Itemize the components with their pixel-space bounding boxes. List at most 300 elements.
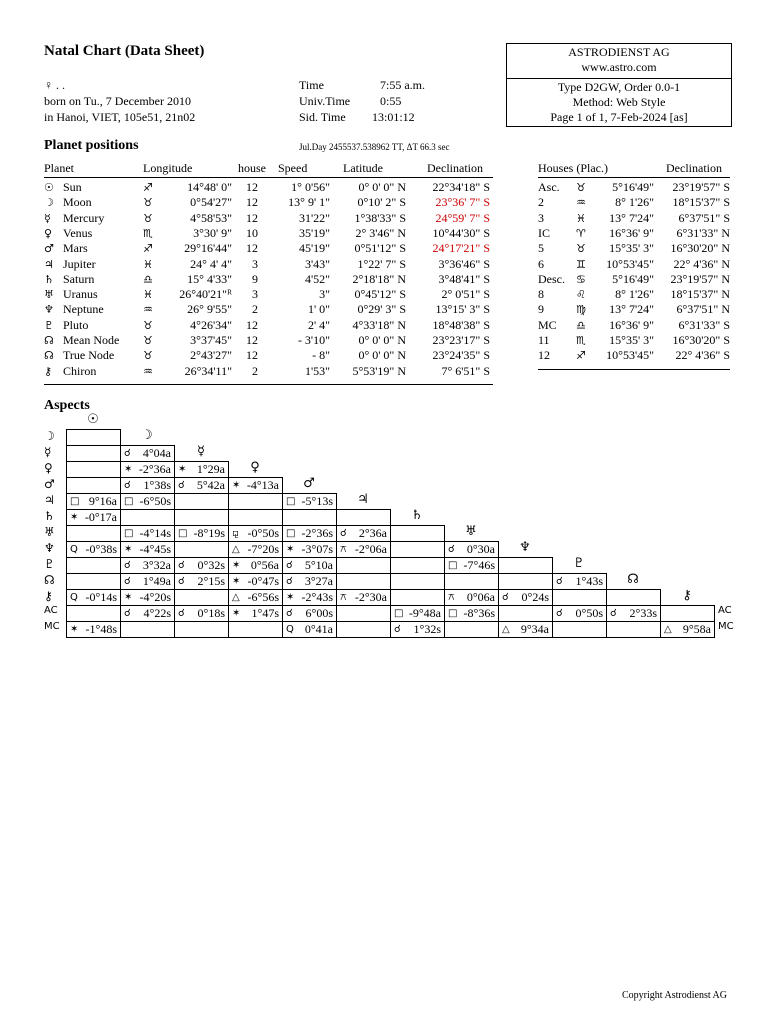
- aspect-cell: [282, 509, 337, 526]
- aspect-glyph-icon: ☌: [178, 576, 185, 587]
- planet-symbol-icon: ☽: [44, 196, 54, 210]
- aspect-orb: 0°30a: [466, 542, 495, 556]
- planet-symbol-icon: ☉: [44, 181, 54, 194]
- aspect-cell: [228, 509, 283, 526]
- sid-label: Sid. Time: [299, 110, 346, 124]
- aspect-row-label: ☽: [44, 429, 55, 443]
- aspect-glyph-icon: □: [286, 528, 296, 539]
- house-row: [538, 272, 730, 287]
- aspect-col-label: ♂: [303, 476, 315, 491]
- planet-row: [44, 364, 493, 379]
- aspect-cell: [552, 589, 607, 606]
- aspect-orb: -0°50s: [247, 526, 279, 540]
- page-info: Page 1 of 1, 7-Feb-2024 [as]: [550, 110, 688, 124]
- planet-name: Saturn: [63, 271, 95, 286]
- planet-speed: 3'43": [304, 256, 330, 271]
- aspect-orb: 1°32s: [413, 622, 441, 636]
- houses-header-rule: [538, 177, 730, 178]
- aspect-col-label: ♃: [357, 492, 369, 507]
- aspect-cell: [66, 509, 121, 526]
- house-row: [538, 302, 730, 317]
- sign-icon: ♐: [143, 242, 153, 256]
- planet-longitude: 3°30' 9": [193, 225, 232, 240]
- planet-latitude: 0° 0' 0" N: [358, 180, 406, 194]
- aspect-glyph-icon: ✶: [232, 608, 241, 619]
- aspect-cell: [282, 605, 337, 622]
- aspect-cell: [606, 589, 661, 606]
- planet-house: 3: [252, 287, 258, 302]
- aspect-orb: 9°34a: [520, 622, 549, 636]
- planet-latitude: 0° 0' 0" N: [358, 348, 406, 363]
- planet-latitude: 1°22' 7" S: [357, 256, 406, 271]
- aspect-cell: [552, 605, 607, 622]
- planet-speed: 45'19": [298, 241, 330, 256]
- planet-row: [44, 333, 493, 348]
- sign-icon: ♉: [143, 318, 153, 332]
- aspect-glyph-icon: ☌: [124, 448, 131, 459]
- aspect-glyph-icon: △: [232, 544, 240, 555]
- planet-symbol-icon: ♀: [44, 226, 53, 240]
- aspect-orb: 3°32a: [142, 558, 171, 572]
- planet-row: [44, 226, 493, 241]
- aspect-glyph-icon: ☌: [124, 480, 131, 491]
- sign-icon: ♓: [143, 288, 153, 302]
- sign-icon: ♉: [576, 242, 586, 256]
- aspect-row-label: ☊: [44, 573, 55, 587]
- sign-icon: ♎: [143, 272, 153, 286]
- aspect-cell: [66, 477, 121, 494]
- aspect-orb: -5°13s: [301, 494, 333, 508]
- sign-icon: ♓: [576, 211, 586, 225]
- aspect-orb: -0°14s: [85, 590, 117, 604]
- aspect-cell: [444, 573, 499, 590]
- aspect-orb: -2°06a: [354, 542, 387, 556]
- aspect-cell: [606, 621, 661, 638]
- aspect-glyph-icon: ⚻: [340, 544, 347, 555]
- aspect-orb: 0°18s: [197, 606, 225, 620]
- aspect-cell: [282, 525, 337, 542]
- aspect-orb: 2°15s: [197, 574, 225, 588]
- planet-name: Sun: [63, 180, 82, 194]
- aspect-cell: [120, 557, 175, 574]
- aspect-orb: -4°20s: [139, 590, 171, 604]
- aspect-row-label: ♃: [44, 493, 55, 507]
- aspect-col-label: ♆: [519, 540, 531, 555]
- planet-row: [44, 348, 493, 363]
- aspects-title: Aspects: [44, 398, 90, 413]
- house-name: 3: [538, 210, 544, 225]
- house-name: 12: [538, 348, 550, 363]
- planet-name: Neptune: [63, 302, 104, 317]
- planet-longitude: 29°16'44": [184, 241, 232, 256]
- house-row: [538, 211, 730, 226]
- aspect-cell: [660, 621, 715, 638]
- aspect-row-label: ♀: [44, 461, 53, 475]
- aspect-orb: 4°22s: [143, 606, 171, 620]
- sign-icon: ♒: [143, 364, 153, 378]
- planet-latitude: 0°45'12" S: [354, 287, 406, 302]
- planet-speed: 31'22": [298, 210, 330, 225]
- aspect-glyph-icon: ☌: [286, 560, 293, 571]
- planet-row: [44, 318, 493, 333]
- aspect-cell: [66, 621, 121, 638]
- aspect-cell: [390, 621, 445, 638]
- aspect-cell: [174, 573, 229, 590]
- aspect-orb: 1°38s: [143, 478, 171, 492]
- aspect-orb: 2°36a: [358, 526, 387, 540]
- aspect-glyph-icon: ☌: [286, 576, 293, 587]
- aspect-glyph-icon: ⚻: [448, 592, 455, 603]
- aspect-glyph-icon: ✶: [70, 512, 79, 523]
- planet-declination: 23°23'17" S: [432, 333, 490, 347]
- aspect-cell: [174, 509, 229, 526]
- aspect-cell: [336, 541, 391, 558]
- aspect-orb: 1°47s: [251, 606, 279, 620]
- company-name: ASTRODIENST AG: [568, 45, 670, 59]
- planet-symbol-icon: ☿: [44, 211, 51, 225]
- aspect-cell: [66, 541, 121, 558]
- aspect-cell: [390, 573, 445, 590]
- aspect-cell: [444, 621, 499, 638]
- planet-house: 3: [252, 256, 258, 271]
- aspect-glyph-icon: ✶: [124, 464, 133, 475]
- ac-right-label: AC: [718, 605, 732, 616]
- aspect-cell: [282, 573, 337, 590]
- aspect-cell: [174, 541, 229, 558]
- aspect-cell: [660, 605, 715, 622]
- aspect-orb: -7°46s: [463, 558, 495, 572]
- planet-symbol-icon: ⚷: [44, 364, 53, 378]
- aspect-glyph-icon: ☌: [448, 544, 455, 555]
- aspect-glyph-icon: ✶: [70, 624, 79, 635]
- aspect-glyph-icon: △: [502, 624, 510, 635]
- planet-symbol-icon: ☊: [44, 334, 54, 347]
- planet-latitude: 0° 0' 0" N: [358, 333, 406, 347]
- planet-symbol-icon: ♃: [44, 257, 54, 271]
- aspect-cell: [228, 605, 283, 622]
- house-row: [538, 318, 730, 333]
- planet-house: 12: [246, 210, 258, 225]
- sign-icon: ♒: [143, 303, 153, 317]
- aspect-orb: 2°33s: [629, 606, 657, 620]
- aspect-glyph-icon: ⚻: [340, 592, 347, 603]
- house-declination: 6°37'51" N: [676, 302, 730, 317]
- planet-name: True Node: [63, 348, 115, 363]
- planet-declination: 23°24'35" S: [432, 348, 490, 363]
- aspect-orb: -2°36a: [138, 462, 171, 476]
- aspect-orb: -4°45s: [139, 542, 171, 556]
- house-position: 15°35' 3": [609, 333, 654, 347]
- planet-row: [44, 195, 493, 210]
- aspect-glyph-icon: ✶: [232, 480, 241, 491]
- planet-name: Mercury: [63, 210, 105, 225]
- aspect-row-label: ♄: [44, 509, 55, 523]
- aspect-cell: [66, 573, 121, 590]
- planet-row: [44, 180, 493, 195]
- aspect-glyph-icon: ☌: [124, 560, 131, 571]
- aspect-cell: [336, 525, 391, 542]
- aspect-cell: [174, 589, 229, 606]
- sign-icon: ♉: [143, 349, 153, 363]
- planet-declination: 10°44'30" S: [432, 225, 490, 240]
- house-declination: 16°30'20" N: [670, 241, 730, 256]
- company-box: [506, 43, 732, 127]
- company-url[interactable]: www.astro.com: [581, 60, 657, 74]
- sign-icon: ♒: [576, 196, 586, 210]
- planet-house: 12: [246, 180, 258, 194]
- aspect-cell: [444, 589, 499, 606]
- aspect-orb: 0°56a: [250, 558, 279, 572]
- sign-icon: ♉: [576, 181, 586, 194]
- aspect-cell: [174, 525, 229, 542]
- planet-longitude: 26°34'11": [184, 363, 232, 378]
- houses-bottom-rule: [538, 369, 730, 370]
- aspect-orb: -2°36s: [301, 526, 333, 540]
- sign-icon: ♉: [143, 196, 153, 210]
- planet-house: 10: [246, 225, 258, 240]
- aspect-glyph-icon: ☌: [178, 608, 185, 619]
- house-position: 15°35' 3": [609, 241, 654, 256]
- chart-method: Method: Web Style: [572, 95, 666, 109]
- aspect-cell: [336, 557, 391, 574]
- aspect-cell: [498, 589, 553, 606]
- aspect-cell: [66, 589, 121, 606]
- aspect-cell: [444, 541, 499, 558]
- planet-latitude: 2° 3'46" N: [355, 225, 406, 240]
- aspect-cell: [444, 557, 499, 574]
- planet-latitude: 0°51'12" S: [354, 241, 406, 256]
- aspect-glyph-icon: ☌: [124, 576, 131, 587]
- aspect-cell: [174, 461, 229, 478]
- chart-type: Type D2GW, Order 0.0-1: [557, 80, 681, 94]
- ut-label: Univ.Time: [299, 94, 351, 108]
- planet-row: [44, 302, 493, 317]
- aspect-cell: [498, 605, 553, 622]
- planet-name: Uranus: [63, 287, 98, 302]
- house-row: [538, 241, 730, 256]
- planet-latitude: 0°29' 3" S: [357, 302, 406, 317]
- sign-icon: ♐: [143, 181, 153, 194]
- planet-house: 12: [246, 241, 258, 256]
- house-row: [538, 348, 730, 363]
- aspect-cell: [66, 493, 121, 510]
- house-declination: 22° 4'36" S: [675, 348, 730, 363]
- aspect-cell: [228, 525, 283, 542]
- aspect-row-label: ♆: [44, 541, 55, 555]
- sign-icon: ♏: [143, 226, 153, 240]
- aspect-cell: [120, 493, 175, 510]
- planet-speed: 1'53": [304, 363, 330, 378]
- sign-icon: ♓: [143, 257, 153, 271]
- aspect-cell: [228, 573, 283, 590]
- aspect-cell: [336, 509, 391, 526]
- aspect-col-label: ☊: [627, 572, 639, 587]
- planet-name: Mean Node: [63, 333, 120, 347]
- house-row: [538, 333, 730, 348]
- sign-icon: ♈: [576, 226, 586, 240]
- house-row: [538, 195, 730, 210]
- aspect-glyph-icon: □: [286, 496, 296, 507]
- planet-declination: 7° 6'51" S: [441, 363, 490, 378]
- aspect-orb: 1°49a: [142, 574, 171, 588]
- aspect-cell: [282, 541, 337, 558]
- planet-declination: 18°48'38" S: [432, 317, 490, 332]
- aspect-cell: [390, 605, 445, 622]
- aspect-cell: [444, 605, 499, 622]
- planets-header-rule: [44, 177, 493, 178]
- house-name: IC: [538, 225, 550, 240]
- house-declination: 16°30'20" S: [672, 333, 730, 347]
- aspect-cell: [390, 525, 445, 542]
- aspect-glyph-icon: ✶: [124, 592, 133, 603]
- sign-icon: ♊: [576, 257, 586, 271]
- planet-speed: 3": [319, 287, 330, 302]
- aspect-cell: [390, 589, 445, 606]
- aspect-orb: 9°16a: [88, 494, 117, 508]
- planet-house: 12: [246, 317, 258, 332]
- house-declination: 23°19'57" S: [672, 180, 730, 194]
- house-declination: 6°31'33" N: [676, 225, 730, 240]
- house-position: 10°53'45": [606, 256, 654, 271]
- aspect-cell: [498, 573, 553, 590]
- planet-symbol-icon: ♇: [44, 318, 54, 332]
- planet-speed: 1' 0": [307, 302, 330, 317]
- aspect-cell: [66, 429, 121, 446]
- person-name: ♀ . .: [44, 78, 65, 92]
- house-position: 13° 7'24": [609, 210, 654, 225]
- planet-latitude: 2°18'18" N: [352, 271, 406, 286]
- aspect-orb: 1°29a: [196, 462, 225, 476]
- aspect-orb: -6°56s: [247, 590, 279, 604]
- planet-symbol-icon: ♆: [44, 303, 54, 317]
- aspect-glyph-icon: □: [394, 608, 404, 619]
- aspect-col-label: ☉: [87, 412, 99, 427]
- house-row: [538, 287, 730, 302]
- aspect-cell: [606, 605, 661, 622]
- aspect-cell: [228, 621, 283, 638]
- planet-symbol-icon: ♅: [44, 288, 54, 302]
- aspect-glyph-icon: □: [70, 496, 80, 507]
- aspect-cell: [390, 557, 445, 574]
- planet-speed: - 8": [312, 348, 330, 363]
- house-row: [538, 180, 730, 195]
- aspect-orb: -1°48s: [85, 622, 117, 636]
- aspect-row-label: ☿: [44, 445, 52, 459]
- planet-longitude: 0°54'27": [190, 195, 232, 210]
- planet-house: 2: [252, 363, 258, 378]
- aspect-glyph-icon: △: [664, 624, 672, 635]
- aspect-glyph-icon: ☌: [502, 592, 509, 603]
- house-declination: 22° 4'36" N: [673, 256, 730, 271]
- planets-bottom-rule: [44, 384, 493, 385]
- aspect-orb: -0°47s: [247, 574, 279, 588]
- aspect-glyph-icon: □: [124, 528, 134, 539]
- aspect-glyph-icon: □: [178, 528, 188, 539]
- aspect-col-label: ♄: [411, 508, 423, 523]
- house-name: 5: [538, 241, 544, 256]
- aspect-cell: [174, 477, 229, 494]
- aspect-cell: [282, 589, 337, 606]
- aspect-glyph-icon: ✶: [178, 464, 187, 475]
- planet-declination: 3°48'41" S: [438, 271, 490, 286]
- planet-row: [44, 287, 493, 302]
- col-houses: Houses (Plac.): [538, 161, 608, 175]
- time-value: 7:55 a.m.: [380, 78, 425, 92]
- aspect-col-label: ♇: [573, 556, 585, 571]
- col-longitude: Longitude: [143, 161, 193, 175]
- aspect-cell: [120, 589, 175, 606]
- aspect-orb: -8°36s: [463, 606, 495, 620]
- julian-day: Jul.Day 2455537.538962 TT, ΔT 66.3 sec: [299, 142, 450, 152]
- aspect-cell: [228, 589, 283, 606]
- aspect-glyph-icon: □: [448, 608, 458, 619]
- sign-icon: ♎: [576, 318, 586, 332]
- planet-speed: 35'19": [298, 225, 330, 240]
- aspect-cell: [120, 573, 175, 590]
- house-position: 5°16'49": [612, 271, 654, 286]
- house-row: [538, 257, 730, 272]
- aspect-cell: [498, 557, 553, 574]
- planet-declination: 13°15' 3" S: [435, 302, 490, 317]
- house-declination: 18°15'37" S: [672, 195, 730, 210]
- house-name: 8: [538, 287, 544, 302]
- planet-house: 2: [252, 302, 258, 317]
- aspect-cell: [120, 605, 175, 622]
- aspect-cell: [120, 477, 175, 494]
- house-row: [538, 226, 730, 241]
- aspect-cell: [174, 605, 229, 622]
- planet-speed: 1° 0'56": [291, 180, 330, 194]
- aspect-row-label: ♂: [44, 477, 55, 491]
- house-position: 5°16'49": [612, 180, 654, 194]
- planet-latitude: 5°53'19" N: [352, 363, 406, 378]
- aspect-col-label: ☽: [141, 428, 153, 443]
- aspect-cell: [174, 621, 229, 638]
- aspect-orb: -4°13a: [246, 478, 279, 492]
- aspect-cell: [552, 573, 607, 590]
- sign-icon: ♋: [576, 272, 586, 286]
- house-position: 8° 1'26": [615, 195, 654, 210]
- planet-name: Jupiter: [63, 256, 96, 271]
- aspect-glyph-icon: Q: [70, 592, 78, 603]
- planet-house: 9: [252, 271, 258, 286]
- house-position: 8° 1'26": [615, 287, 654, 302]
- aspect-orb: 9°58a: [682, 622, 711, 636]
- house-declination: 6°31'33" S: [678, 317, 730, 332]
- house-name: MC: [538, 317, 557, 332]
- birth-date: born on Tu., 7 December 2010: [44, 94, 191, 108]
- planet-positions-title: Planet positions: [44, 138, 139, 153]
- aspect-cell: [282, 557, 337, 574]
- ut-value: 0:55: [380, 94, 402, 108]
- planet-longitude: 2°43'27": [190, 348, 232, 363]
- aspect-cell: [228, 557, 283, 574]
- aspect-cell: [120, 461, 175, 478]
- planet-speed: 4'52": [304, 271, 330, 286]
- aspect-cell: [120, 541, 175, 558]
- aspect-col-label: ♅: [465, 524, 477, 539]
- aspect-orb: -4°14s: [139, 526, 171, 540]
- planet-declination: 23°36' 7" S: [435, 195, 490, 210]
- house-name: Asc.: [538, 180, 560, 194]
- aspect-orb: 5°42a: [196, 478, 225, 492]
- aspect-glyph-icon: ☌: [556, 608, 563, 619]
- planet-row: [44, 272, 493, 287]
- aspect-cell: [282, 493, 337, 510]
- aspect-glyph-icon: ✶: [232, 560, 241, 571]
- planet-declination: 22°34'18" S: [432, 180, 490, 194]
- aspect-orb: 5°10a: [304, 558, 333, 572]
